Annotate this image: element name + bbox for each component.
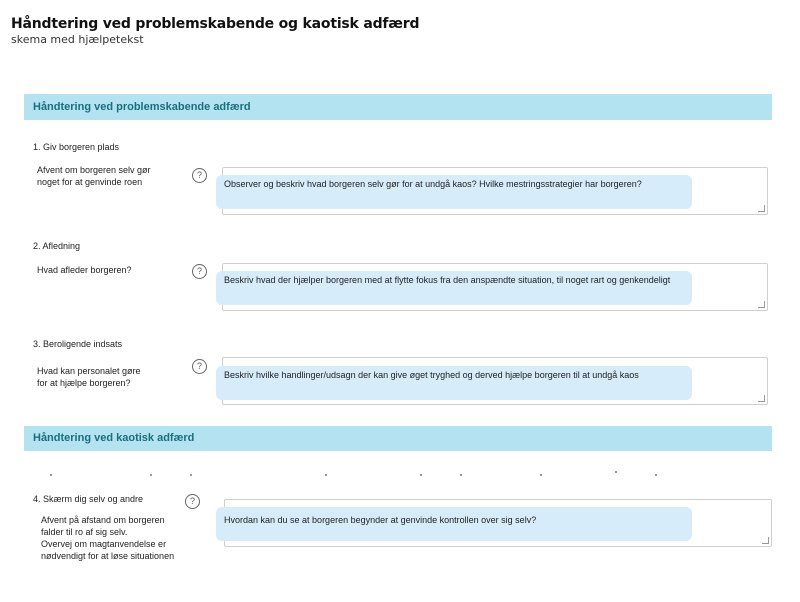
question-description-line: falder til ro af sig selv. xyxy=(41,527,128,537)
question-description-line: Hvad afleder borgeren? xyxy=(37,265,132,275)
help-tooltip-4: Hvordan kan du se at borgeren begynder at genvinde kontrollen over sig selv? xyxy=(216,507,692,541)
section-header-problemskabende: Håndtering ved problemskabende adfærd xyxy=(24,94,772,120)
page-title: Håndtering ved problemskabende og kaotisk adfærd xyxy=(11,16,420,32)
help-icon[interactable]: ? xyxy=(192,168,207,183)
page-subtitle: skema med hjælpetekst xyxy=(11,33,144,46)
question-description-line: Hvad kan personalet gøre xyxy=(37,366,141,376)
help-tooltip-1: Observer og beskriv hvad borgeren selv gør for at undgå kaos? Hvilke mestringsstrategier har borgeren? xyxy=(216,175,692,209)
question-description-1 xyxy=(37,164,151,188)
help-icon[interactable]: ? xyxy=(192,359,207,374)
question-description-3 xyxy=(37,365,141,389)
help-tooltip-3: Beskriv hvilke handlinger/udsagn der kan give øget tryghed og derved hjælpe borgeren til at undgå kaos xyxy=(216,366,692,400)
resize-handle-icon[interactable] xyxy=(758,395,765,402)
question-title-3: 3. Beroligende indsats xyxy=(33,339,123,349)
resize-handle-icon[interactable] xyxy=(762,537,769,544)
question-description-line: Afvent om borgeren selv gør xyxy=(37,165,151,175)
divider-dots xyxy=(40,474,680,478)
help-icon[interactable]: ? xyxy=(192,264,207,279)
question-description-line: noget for at genvinde roen xyxy=(37,177,143,187)
question-title-2: 2. Afledning xyxy=(33,241,81,251)
help-tooltip-2: Beskriv hvad der hjælper borgeren med at flytte fokus fra den anspændte situation, til noget rart og genkendeligt xyxy=(216,271,692,305)
resize-handle-icon[interactable] xyxy=(758,301,765,308)
question-title-1: 1. Giv borgeren plads xyxy=(33,142,120,152)
question-description-4 xyxy=(41,514,174,562)
question-description-line: nødvendigt for at løse situationen xyxy=(41,551,175,561)
question-title-4: 4. Skærm dig selv og andre xyxy=(33,494,144,504)
question-description-line: for at hjælpe borgeren? xyxy=(37,378,131,388)
section-header-kaotisk: Håndtering ved kaotisk adfærd xyxy=(24,426,772,451)
question-description-line: Overvej om magtanvendelse er xyxy=(41,539,167,549)
question-description-line: Afvent på afstand om borgeren xyxy=(41,515,165,525)
question-description-2 xyxy=(37,264,132,276)
help-icon[interactable]: ? xyxy=(185,494,200,509)
resize-handle-icon[interactable] xyxy=(758,205,765,212)
